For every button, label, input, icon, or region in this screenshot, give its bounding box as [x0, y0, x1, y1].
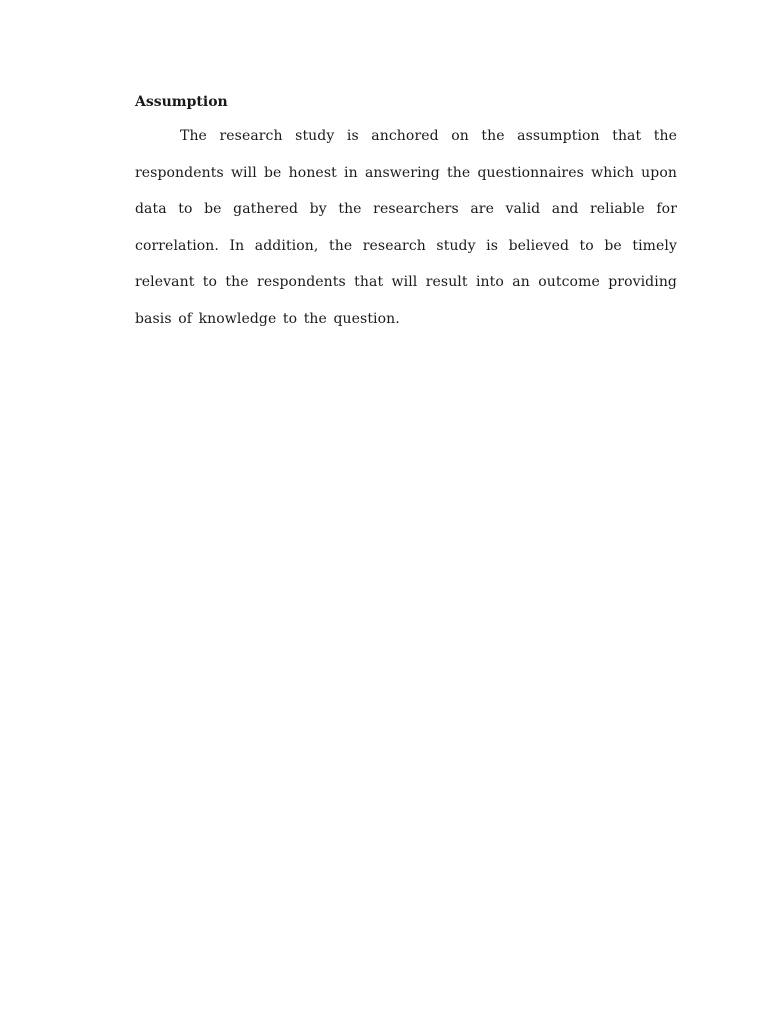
section-paragraph: The research study is anchored on the assumption that the respondents will be honest in answering the questionnaires which upon data to be gathered by the researchers are valid and reliable for correlation. In addition, the research study is believed to be timely relevant to the respondents that will result into an outcome providing basis of knowledge to the question. — [135, 128, 677, 327]
section-heading: Assumption — [135, 94, 228, 110]
